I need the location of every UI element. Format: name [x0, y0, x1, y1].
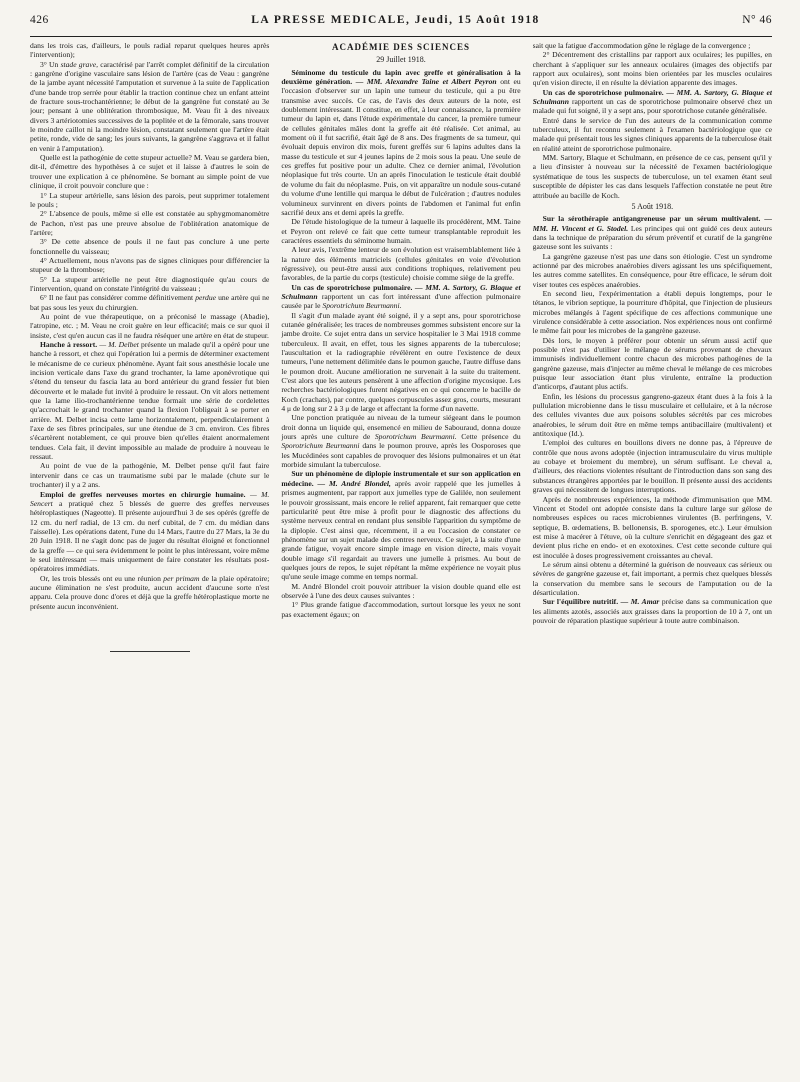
- text: caractérisé par l'arrêt complet définitif de la circulation : gangrène d'origine vasculaire sans lésion de l'artère (cas de Veau : gangrène de la jambe ayant nécessité l'amputation et survenue à la suite de l'application d'une bande trop serrée pour établir la traction continue chez un enfant atteint de fracture sous-trochantérienne; le début de la gangrène fut constaté au 3e jour; pensant à une oblitération thrombosique, M. Veau fit à des niveaux divers 3 artériotomies successives de la poplitée et de la fémorale, sans trouver le moindre caillot ni la moindre lésion, constatant seulement que l'artère était petite, ronde, vide de sang; les jours suivants, la gangrène s'aggrava et il fallut en venir à l'amputation).: [30, 59, 270, 153]
- paragraph: Il s'agit d'un malade ayant été soigné, il y a sept ans, pour sporotrichose cutanée généralisée; les traces de nombreuses gommes subsistent encore sur la jambe droite. Ce sujet entra dans un service hospitalier le 3 Mai 1918 comme tuberculeux. Il avait, en effet, tous les signes apparents de la tuberculose; l'auscultation et la radiographie révélèrent en outre l'existence de deux tumeurs, l'une nettement délimitée dans le poumon gauche, l'autre diffuse dans le poumon droit. Aucune amélioration ne survenait à la suite du traitement. C'est alors que les auteurs pensèrent à une affection d'origine mycosique. Les recherches bactériologiques furent négatives en ce qui concerne le bacille de Koch (crachats), par contre, quelques corpuscules assez gros, courts, mesurant 4 μ de long sur 2 à 3 μ de large et affectant la forme d'un navette.: [281, 310, 521, 414]
- paragraph: sait que la fatigue d'accommodation gêne le réglage de la convergence ;: [532, 41, 751, 50]
- article-text: ont eu l'occasion d'observer sur un lapin une tumeur du testicule, qui a pu être transmise avec succès. Ce cas, de l'avis des deux auteurs de la note, est doublement intéressant. Il constitue, en effet, à leur connaissance, la première tumeur du lapin et, dans l'étude expérimentale du cancer, la première tumeur de cellules génitales mâles dont la greffe ait été réalisée. Cet animal, au moment où il fut sacrifié, était âgé de 8 ans. Des fragments de sa tumeur, qui évoluait depuis environ dix mois, furent greffés sur 6 lapins adultes dans la masse du testicule et sur 4 jeunes lapins de 2 mois sous la peau. Une seule de ces greffes fut positive pour un adulte. Chez ce dernier animal, l'évolution néoplasique fut très courte. Un an après l'inoculation le testicule était doublé de volume du fait du néoplasme. Puis, on vit apparaître un nodule sous-cutané du volume d'une lentille qui marqua le début de l'ulcération ; d'autres nodules volumineux survinrent en divers points de l'abdomen et l'animal fut enfin sacrifié deux ans et demi après la greffe.: [281, 77, 521, 217]
- paragraph: M. André Blondel croit pouvoir attribuer la vision double quand elle est observée à l'une des deux causes suivantes :: [281, 581, 521, 600]
- text: rapportent un cas fort intéressant d'une affection pulmonaire causée par le: [281, 291, 521, 311]
- paragraph: dans les trois cas, d'ailleurs, le pouls radial reparut quelques heures après l'intervention);: [30, 41, 270, 60]
- end-separator: [110, 651, 190, 652]
- text: dans son étiologie. C'est un syndrome actionné par des microbes anaérobies divers agissant les uns spécifiquement, les autres comme satellites. En conséquence, pour être efficace, le sérum doit viser toutes ces espèces anaérobies.: [532, 251, 772, 289]
- column-2: [281, 41, 520, 1071]
- text: 3° Un: [40, 59, 59, 69]
- article-title: Sur un phénomène de diplopie instrumentale et sur son application en médecine.: [281, 469, 521, 488]
- paragraph: Le sérum ainsi obtenu a déterminé la guérison de nouveaux cas sérieux ou sévères de gangrène gazeuse et, fait important, a permis chez quelques blessés la conservation du membre sans le secours de l'amputation ou de la désarticulation.: [532, 559, 772, 597]
- issue-number: N° 46: [742, 14, 772, 26]
- paragraph: [30, 293, 269, 312]
- article-hanche: [30, 340, 269, 461]
- paragraph: MM. Sartory, Blaque et Schulmann, en présence de ce cas, pensent qu'il y a lieu d'insister à nouveau sur la nécessité de l'examen bactériologique systématique de tous les suspects de tuberculose, un tel examen étant seul susceptible de dépister les cas dans lesquels l'affection constatée ne peut être attribuée au bacille de Koch.: [532, 153, 772, 200]
- article-title: Sur l'équilibre nutritif.: [542, 597, 619, 607]
- paragraph: 5° La stupeur artérielle ne peut être diagnostiquée qu'au cours de l'intervention, quand on constate l'intégrité du vaisseau ;: [30, 274, 270, 293]
- paragraph: [533, 252, 772, 289]
- article-text: rapportent un cas de sporotrichose pulmonaire observé chez un malade qui fut soigné, il y a sept ans, pour sporotrichose cutanée généralisée.: [532, 97, 772, 116]
- paragraph: De l'étude histologique de la tumeur à laquelle ils procédèrent, MM. Taine et Peyron ont relevé ce fait que cette tumeur transplantable reproduit les caractères essentiels du séminome humain.: [281, 217, 521, 245]
- page-number: 426: [30, 14, 49, 26]
- paragraph: Au point de vue thérapeutique, on a préconisé le massage (Abadie), l'atropine, etc. ; M. Veau ne croit guère en leur efficacité; mais ce sur quoi il insiste, c'est qu'en aucun cas il ne faudra réséquer une artère en état de stupeur.: [30, 311, 270, 340]
- emphasis: une: [639, 251, 651, 261]
- text: La gangrène gazeuse n'est pas: [542, 251, 637, 261]
- paragraph: Après de nombreuses expériences, la méthode d'immunisation que MM. Vincent et Stodel ont adoptée consiste dans la culture large sur gélose de nombreuses espèces ou races microbiennes virulentes (B. perfringens, V. septique, B. œdematiens, B. bellonensis, B. sporogenes, etc.). Leur émulsion est mise à macérer à l'étuve, où la culture s'enrichit en dégageant des gaz et devient plus riche en endo- et en exotoxines. C'est cette seconde culture qui est inoculée à doses progressivement croissantes au cheval.: [532, 494, 772, 560]
- article-diplopie: [281, 469, 520, 581]
- article-author: — MM. A. Sartory, G. Blaque et Schulmann: [281, 282, 521, 301]
- column-1: [30, 41, 269, 1071]
- article-author: — M. Sencert: [30, 489, 270, 508]
- paragraph: 4° Actuellement, nous n'avons pas de signes cliniques pour différencier la stupeur de la thrombose;: [30, 255, 270, 275]
- article-author: — M. Amar: [620, 597, 660, 607]
- article-sporotrichose-2: [533, 88, 772, 116]
- article-author: — MM. Alexandre Taine et Albert Peyron: [355, 77, 497, 87]
- paragraph: [281, 413, 520, 469]
- paragraph: Au point de vue de la pathogénie, M. Delbet pense qu'il faut faire intervenir dans ce cas un traumatisme subi par le malade (chute sur le trochanter) il y a 2 ans.: [30, 461, 270, 490]
- article-author: — M. André Blondel,: [317, 478, 391, 488]
- article-title: Un cas de sporotrichose pulmonaire.: [542, 87, 664, 97]
- text: Une ponction pratiquée au niveau de la tumeur siégeant dans le poumon droit donna un liquide qui, ensemencé en milieu de Sabouraud, donna douze jours après une culture de: [281, 413, 521, 442]
- article-title: Hanche à ressort.: [40, 340, 98, 349]
- article-text: Les principes qui ont guidé ces deux auteurs dans la technique de préparation du sérum préventif et curatif de la gangrène gazeuse sont les suivants :: [532, 223, 772, 252]
- text: Or, les trois blessés ont eu une réunion: [40, 573, 161, 583]
- journal-title: LA PRESSE MEDICALE, Jeudi, 15 Août 1918: [251, 14, 540, 26]
- emphasis: Sporotrichum Beurmanni: [281, 441, 360, 451]
- paragraph: [30, 574, 269, 611]
- paragraph: L'emploi des cultures en bouillons divers ne donne pas, à l'épreuve de contrôle que nous avons adoptée (injection intramusculaire du virus multiple au cobaye et broiement du membre), un sérum suffisant. Le cheval a, d'ailleurs, des réactions violentes résultant de l'introduction dans son sang des substances étrangères apportées par le bouillon. Il présente aussi des accidents graves qui nécessitent de longues interruptions.: [532, 438, 772, 495]
- article-title: Sur la sérothérapie antigangreneuse par un sérum multivalent.: [542, 214, 761, 224]
- article-title: Un cas de sporotrichose pulmonaire.: [291, 282, 413, 292]
- page-header: [30, 14, 772, 34]
- paragraph: 1° Plus grande fatigue d'accommodation, surtout lorsque les yeux ne sont pas exactement égaux; on: [281, 600, 521, 619]
- article-text: a pratiqué chez 5 blessés de guerre des greffes nerveuses hétéroplastiques (Nageotte). Il présente aujourd'hui 3 de ses opérés (greffe de 12 cm. du nerf radial, de 13 cm. du nerf cubital, de 7 cm. du médian dans l'aisselle). Les opérations datent, l'une du 14 Mars, l'autre du 27 Mars, la 3e du 20 Juin 1918. Il ne s'agit donc pas de juger du résultat éloigné et fonctionnel de la greffe — ce qui sera évidemment le point le plus intéressant, voire même le seul intéressant — mais uniquement de faire constater les résultats post-opératoires immédiats.: [30, 498, 270, 574]
- article-author: — M. Delbet: [99, 340, 139, 349]
- emphasis: stade grave,: [60, 59, 98, 69]
- article-author: — MM. A. Sartory, G. Blaque et Schulmann: [532, 87, 772, 107]
- paragraph: 3° De cette absence de pouls il ne faut pas conclure à une perte fonctionnelle du vaisseau;: [30, 237, 270, 256]
- article-text: présente un malade qu'il a opéré pour une hanche à ressort, et chez qui l'opération lui a permis de déterminer exactement le mécanisme de ce curieux phénomène. Ayant fait sous anesthésie locale une incision verticale dans l'axe du grand trochanter, la lame aponévrotique qui s'étend du tenseur du fascia lata au bord antérieur du grand fessier fut bien découverte et le malade fut invité à produire le ressaut. On vit alors nettement que la lame ilio-trochantérienne tendue formait une série de cordelettes qu'accrochait le grand trochanter quand la flexion l'obligeait à se porter en arrière. M. Delbet incisa cette lame horizontalement, perpendiculairement à l'axe de ses fibres principales, sur une étendue de 3 cm. environ. Ces fibres s'écartèrent notablement, ce qui prouve bien qu'elles étaient anormalement tendues. Cela fait, il devint impossible au malade de produire à nouveau le ressaut.: [30, 340, 270, 462]
- article-sporotrichose: [281, 283, 520, 311]
- text: dans le poumon prouve, après les Oosporoses que les Mucédinées sont capables de provoquer des lésions pulmonaires et un état morbide simulant la tuberculose.: [281, 441, 521, 470]
- session-date: 5 Août 1918.: [631, 201, 674, 211]
- text: Cette présence du: [461, 432, 521, 442]
- article-equilibre: [533, 597, 772, 625]
- article-serotherapie: [533, 214, 772, 251]
- text: 6° Il ne faut pas considérer comme définitivement: [40, 293, 194, 303]
- column-3: [533, 41, 772, 1071]
- paragraph: 2° Décentrement des cristallins par rapport aux oculaires; les pupilles, en cherchant à s'appliquer sur les anneaux oculaires (images des objectifs par rapport aux oculaires), sont moins bien orientées par les muscles oculaires qu'en vision directe, il en résulte la déviation apparente des images.: [532, 50, 772, 88]
- paragraph: En second lieu, l'expérimentation a établi depuis longtemps, pour le tétanos, le vibrion septique, la pourriture d'hôpital, que l'injection de plusieurs microbes mélangés à l'agent spécifique de ces affections communique une virulence considérable à cette association. Nos expériences nous ont confirmé le même fait pour les microbes de la gangrène gazeuse.: [532, 288, 772, 336]
- session-date: 29 Juillet 1918.: [376, 55, 426, 65]
- article-greffes: [30, 490, 269, 574]
- article-text: précise dans sa communication que les aliments azotés, associés aux graisses dans la proportion de 10 à 7, ont un pouvoir de réparation plastique supérieur à toute autre combinaison.: [532, 597, 772, 625]
- text: une artère qui ne bat pas sous les yeux du chirurgien.: [30, 293, 270, 312]
- text: de la plaie opératoire; aucune élimination ne s'est produite, aucun accident d'aucune sorte n'est apparu. Cela prouve donc d'ores et déjà que la greffe hétéroplastique morte ne présente aucun inconvénient.: [30, 573, 270, 611]
- header-rule: [30, 36, 772, 37]
- paragraph: Entré dans le service de l'un des auteurs de la communication comme tuberculeux, il fut reconnu seulement à l'examen bactériologique que ce malade qui présentait tous les signes cliniques apparents de la tuberculose était en réalité atteint de sporotrichose pulmonaire.: [532, 115, 772, 153]
- paragraph: A leur avis, l'extrême lenteur de son évolution est vraisemblablement liée à la nature des éléments matriciels (cellules génitales en voie d'évolution régressive), ou peut-être aussi aux conditions trophiques, relativement peu favorables, de la partie du corps (testicule) choisie comme siège de la greffe.: [281, 245, 521, 283]
- columns: [30, 41, 772, 1071]
- emphasis: perdue: [195, 293, 217, 303]
- article-text: après avoir rappelé que les jumelles à prismes augmentent, par rapport aux jumelles type de Galilée, non seulement le pouvoir grossissant, mais encore le relief apparent, fait remarquer que cette particularité peut être mise à profit pour le diagnostic des affections du système nerveux central en rendant plus sensible l'apparition du symptôme de la diplopie. C'est ainsi que, récemment, il a eu l'occasion de constater ce phénomène sur un sujet malade des centres nerveux. Ce sujet, à la suite d'une grande fatigue, voyait encore simple image en vision directe, mais voyait double image s'il regardait au travers une jumelle à prismes. Au bout de quelques jours de repos, le sujet répétant la même expérience ne voyait plus qu'une seule image comme en temps normal.: [281, 478, 521, 582]
- paragraph: Quelle est la pathogénie de cette stupeur actuelle? M. Veau se gardera bien, dit-il, d'émettre des hypothèses à ce sujet et il laisse à d'autres le soin de trouver une explication à ce phénomène. Se bornant au simple point de vue clinique, il croit pouvoir conclure que :: [30, 153, 270, 191]
- paragraph: Dès lors, le moyen à préférer pour obtenir un sérum aussi actif que possible n'est pas d'utiliser le mélange de sérums provenant de chevaux immunisés individuellement contre chacun des microbes pathogènes de la gangrène gazeuse, mais d'injecter au même cheval le mélange de ces microbes puisque leur association étant plus virulente, entraîne la production d'anticorps, d'autant plus actifs.: [532, 335, 772, 392]
- emphasis: per primam: [163, 573, 200, 583]
- emphasis: Sporotrichum Beurmanni.: [322, 301, 402, 311]
- paragraph: 1° La stupeur artérielle, sans lésion des parois, peut supprimer totalement le pouls ;: [30, 190, 270, 209]
- article-author: — MM. H. Vincent et G. Stodel.: [532, 214, 772, 233]
- paragraph: 2° L'absence de pouls, même si elle est constatée au sphygmomanomètre de Pachon, n'est pas une preuve absolue de l'oblitération anatomique de l'artère;: [30, 209, 270, 237]
- paragraph: Enfin, les lésions du processus gangreno-gazeux étant dues à la fois à la pullulation microbienne dans le tissu musculaire et cellulaire, et à la nécrose des cellules vivantes due aux poisons solubles sécrétés par ces microbes anaérobies, le sérum doit être en même temps antibacillaire (multivalent) et antitoxique (Id.).: [532, 391, 772, 439]
- article-title: Emploi de greffes nerveuses mortes en chirurgie humaine.: [40, 489, 246, 499]
- article-seminome: [281, 68, 520, 218]
- emphasis: Sporotrichum Beurmanni.: [374, 432, 457, 442]
- article-title: Séminome du testicule du lapin avec greffe et généralisation à la deuxième génération.: [281, 67, 521, 87]
- section-title: ACADÉMIE DES SCIENCES: [331, 42, 470, 52]
- paragraph: [30, 60, 269, 153]
